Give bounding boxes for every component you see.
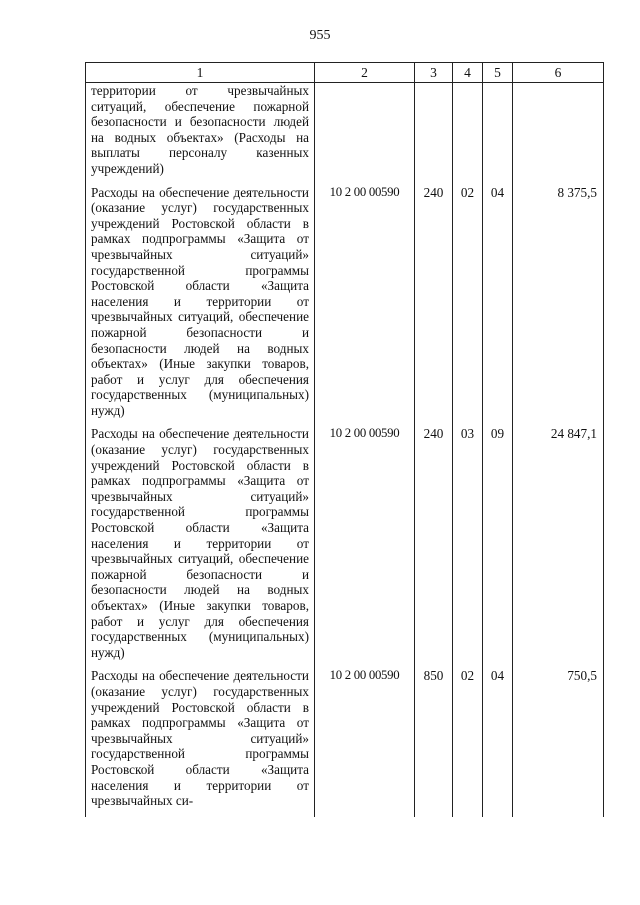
row-section: [453, 83, 483, 185]
row-expense-type: 240: [415, 426, 453, 668]
header-col-3: 3: [415, 63, 453, 83]
row-amount: 8 375,5: [513, 185, 604, 427]
table-row: [86, 668, 604, 816]
row-description: Расходы на обеспечение деятельности (оказание услуг) государственных учреждений Ростовской области в рамках подпрограммы «Защита от чрезвычайных ситуаций» государственной программы Ростовской области «Защита населения и территории от чрезвычайных ситуаций, обеспечение пожарной безопасности и безопасности людей на водных объектах» (Иные закупки товаров, работ и услуг для обеспечения государственных (муниципальных) нужд): [86, 426, 315, 668]
row-expense-type: [415, 83, 453, 185]
header-col-6: 6: [513, 63, 604, 83]
table-row: [86, 83, 604, 185]
row-section: 02: [453, 668, 483, 816]
row-description: Расходы на обеспечение деятельности (оказание услуг) государственных учреждений Ростовской области в рамках подпрограммы «Защита от чрезвычайных ситуаций» государственной программы Ростовской области «Защита населения и территории от чрезвычайных ситуаций, обеспечение пожарной безопасности и безопасности людей на водных объектах» (Иные закупки товаров, работ и услуг для обеспечения государственных (муниципальных) нужд): [86, 185, 315, 427]
row-subsection: 09: [483, 426, 513, 668]
header-col-2: 2: [315, 63, 415, 83]
row-amount: 24 847,1: [513, 426, 604, 668]
row-amount: [513, 83, 604, 185]
header-col-4: 4: [453, 63, 483, 83]
row-target-code: [315, 83, 415, 185]
row-subsection: 04: [483, 185, 513, 427]
table-row: [86, 185, 604, 427]
budget-table: [85, 62, 604, 817]
row-target-code: 10 2 00 00590: [315, 185, 415, 427]
header-col-5: 5: [483, 63, 513, 83]
header-row: [86, 63, 604, 83]
row-subsection: 04: [483, 668, 513, 816]
page-number: 955: [309, 28, 331, 43]
row-target-code: 10 2 00 00590: [315, 426, 415, 668]
row-expense-type: 850: [415, 668, 453, 816]
row-section: 02: [453, 185, 483, 427]
row-section: 03: [453, 426, 483, 668]
row-expense-type: 240: [415, 185, 453, 427]
row-amount: 750,5: [513, 668, 604, 816]
header-col-1: 1: [86, 63, 315, 83]
row-description: Расходы на обеспечение деятельности (оказание услуг) государственных учреждений Ростовской области в рамках подпрограммы «Защита от чрезвычайных ситуаций» государственной программы Ростовской области «Защита населения и территории от чрезвычайных си-: [86, 668, 315, 816]
row-target-code: 10 2 00 00590: [315, 668, 415, 816]
table-row: [86, 426, 604, 668]
row-subsection: [483, 83, 513, 185]
row-description: территории от чрезвычайных ситуаций, обеспечение пожарной безопасности и безопасности людей на водных объектах» (Расходы на выплаты персоналу казенных учреждений): [86, 83, 315, 185]
